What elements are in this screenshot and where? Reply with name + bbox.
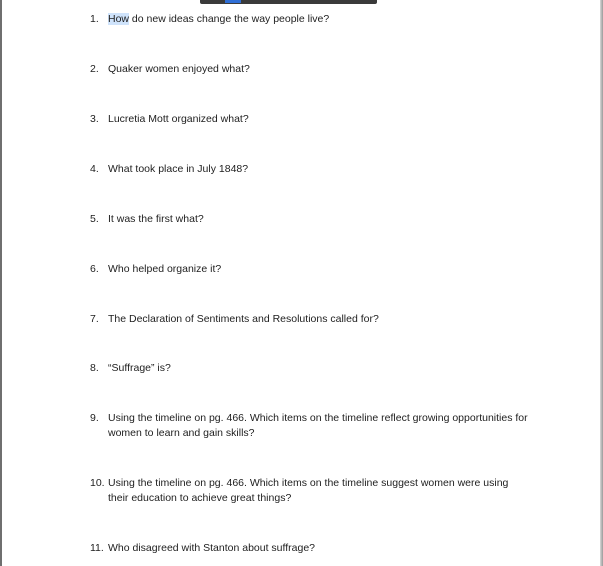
question-text: Using the timeline on pg. 466. Which items on the timeline suggest women were using their education to achieve great things?	[108, 477, 509, 504]
question-text-rest: do new ideas change the way people live?	[129, 13, 330, 25]
question-text: Who disagreed with Stanton about suffrage?	[108, 542, 316, 554]
question-3	[90, 112, 530, 127]
question-text: The Declaration of Sentiments and Resolutions called for?	[108, 313, 379, 325]
question-number: 6.	[90, 263, 99, 275]
window-left-border	[0, 0, 2, 566]
question-8	[90, 361, 530, 376]
question-number: 8.	[90, 362, 99, 374]
question-7	[90, 312, 530, 327]
question-text: “Suffrage” is?	[108, 362, 171, 374]
question-text	[108, 12, 530, 27]
question-number: 5.	[90, 213, 99, 225]
question-text: Who helped organize it?	[108, 263, 222, 275]
question-text: What took place in July 1848?	[108, 163, 249, 175]
question-number: 9.	[90, 412, 99, 424]
question-11	[90, 541, 530, 556]
selected-word[interactable]: How	[108, 13, 130, 25]
question-10	[90, 476, 530, 506]
question-text: Using the timeline on pg. 466. Which items on the timeline reflect growing opportunities for women to learn and gain skills?	[108, 412, 528, 439]
question-number: 10.	[90, 477, 105, 489]
question-number: 4.	[90, 163, 99, 175]
question-5	[90, 212, 530, 227]
question-number: 1.	[90, 13, 99, 25]
question-number: 7.	[90, 313, 99, 325]
question-1	[90, 12, 530, 27]
question-number: 3.	[90, 113, 99, 125]
question-9	[90, 411, 530, 441]
question-text: It was the first what?	[108, 213, 204, 225]
question-text: Quaker women enjoyed what?	[108, 63, 250, 75]
question-text: Lucretia Mott organized what?	[108, 113, 249, 125]
question-2	[90, 62, 530, 77]
question-4	[90, 162, 530, 177]
question-number: 2.	[90, 63, 99, 75]
question-6	[90, 262, 530, 277]
toolbar-accent	[225, 0, 241, 3]
question-number: 11.	[90, 542, 104, 554]
